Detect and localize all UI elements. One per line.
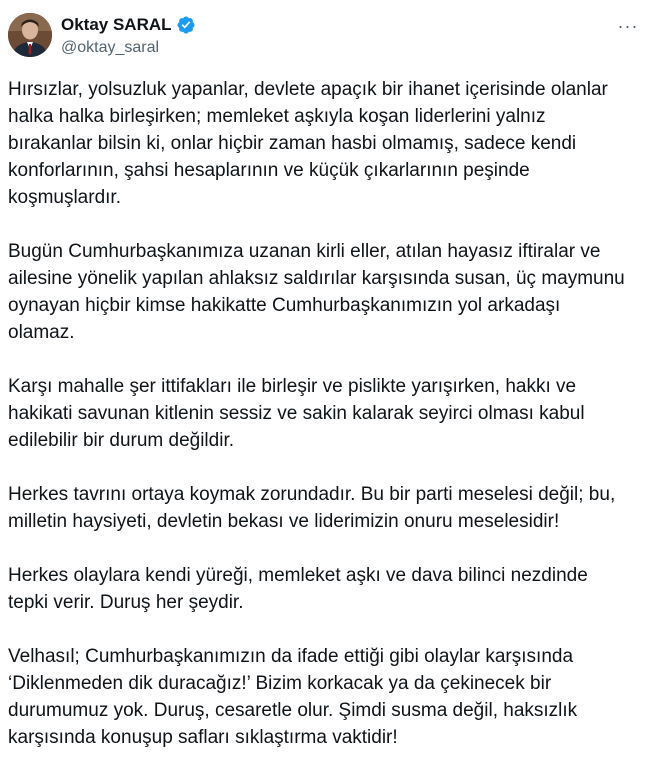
post-paragraph: Velhasıl; Cumhurbaşkanımızın da ifade ettiği gibi olaylar karşısında ‘Diklenmeden dik duracağız!’ Bizim korkacak ya da çekinecek bir durumumuz yok. Duruş, cesaretle olur. Şimdi susma değil, haksızlık karşısında konuşup safları sıklaştırma vaktidir! bbox=[8, 646, 578, 748]
post-paragraph: Herkes olaylara kendi yüreği, memleket aşkı ve dava bilinci nezdinde tepki verir. Duruş her şeydir. bbox=[8, 565, 588, 613]
post-header bbox=[0, 0, 650, 70]
name-row bbox=[61, 15, 196, 35]
more-options-icon[interactable]: ··· bbox=[617, 15, 639, 36]
post-text bbox=[8, 76, 640, 751]
profile-photo-icon bbox=[8, 13, 52, 57]
post-paragraph: Hırsızlar, yolsuzluk yapanlar, devlete apaçık bir ihanet içerisinde olanlar halka halka birleşirken; memleket aşkıyla koşan liderlerini yalnız bırakanlar bilsin ki, onlar hiçbir zaman hasbi olmamış, sadece kendi konforlarının, şahsi hesaplarının ve küçük çıkarlarının peşinde koşmuşlardır. bbox=[8, 79, 608, 208]
post-paragraph: Karşı mahalle şer ittifakları ile birleşir ve pislikte yarışırken, hakkı ve hakikati savunan kitlenin sessiz ve sakin kalarak seyirci olması kabul edilebilir bir durum değildir. bbox=[8, 376, 585, 451]
user-handle[interactable]: @oktay_saral bbox=[61, 39, 160, 56]
verified-badge-icon bbox=[176, 15, 196, 35]
post-paragraph: Herkes tavrını ortaya koymak zorundadır. Bu bir parti meselesi değil; bu, milletin haysiyeti, devletin bekası ve liderimizin onuru meselesidir! bbox=[8, 484, 616, 532]
post-paragraph: Bugün Cumhurbaşkanımıza uzanan kirli eller, atılan hayasız iftiralar ve ailesine yönelik yapılan ahlaksız saldırılar karşısında susan, üç maymunu oynayan hiçbir kimse hakikatte Cumhurbaşkanımızın yol arkadaşı olamaz. bbox=[8, 241, 625, 343]
display-name[interactable]: Oktay SARAL bbox=[61, 15, 172, 34]
avatar[interactable] bbox=[8, 13, 52, 57]
